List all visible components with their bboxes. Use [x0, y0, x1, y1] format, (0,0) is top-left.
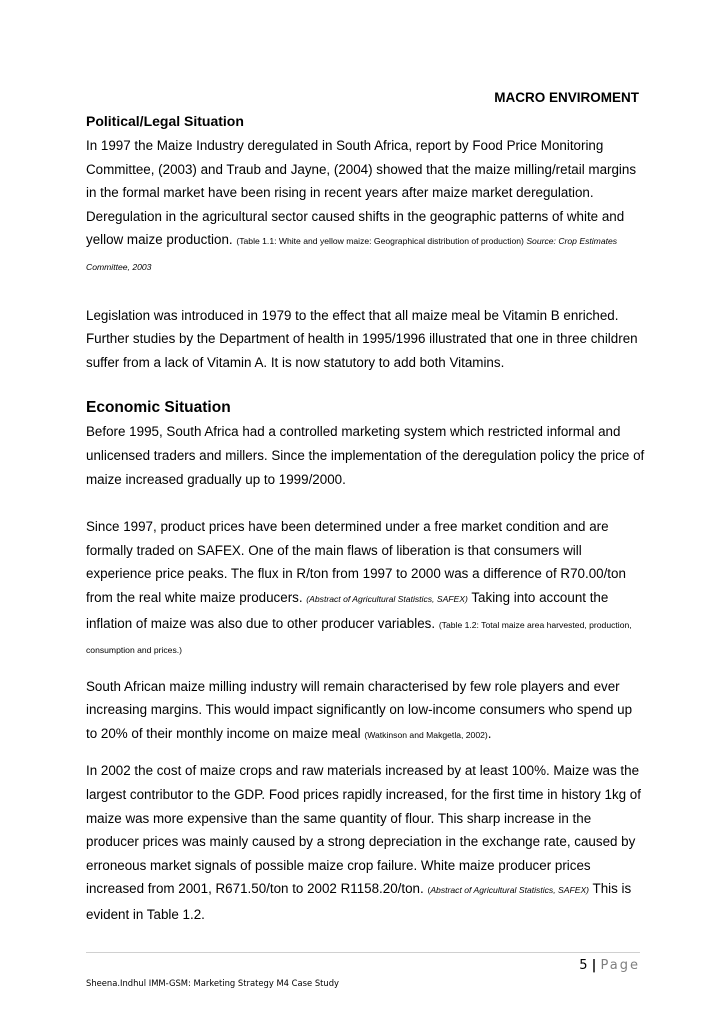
paragraph-text: In 2002 the cost of maize crops and raw materials increased by at least 100%. Maize was the largest contributor to the GDP. Food prices rapidly increased, for the first time in history 1kg of maize was more expensive than the same quantity of flour. This sharp increase in the producer prices was mainly caused by a strong depreciation in the exchange rate, caused by erroneous market signals of possible maize crop failure. White maize producer prices increased from 2001, R671.50/ton to 2002 R1158.20/ton.: [86, 763, 641, 897]
source-citation: Source: Crop Estimates Committee, 2003: [86, 236, 618, 272]
page-label: Page: [600, 958, 640, 973]
paragraph-text: In 1997 the Maize Industry deregulated in South Africa, report by Food Price Monitoring Committee, (2003) and Traub and Jayne, (2004) showed that the maize milling/retail margins in the formal market have been rising in recent years after maize market deregulation. Deregulation in the agricultural sector caused shifts in the geographic patterns of white and yellow maize production.: [86, 138, 637, 248]
citation-open: (: [427, 885, 431, 896]
table-reference: (Table 1.1: White and yellow maize: Geographical distribution of production): [236, 236, 527, 247]
paragraph-text: Taking into account the inflation of maize was also due to other producer variables.: [86, 589, 609, 631]
paragraph-economic-1: Before 1995, South Africa had a controlled marketing system which restricted informal and unlicensed traders and millers. Since the implementation of the deregulation policy the price of maize increased gradually up to 1999/2000.: [86, 424, 645, 487]
paragraph-text: Since 1997, product prices have been determined under a free market condition and are formally traded on SAFEX. One of the main flaws of liberation is that consumers will experience price peaks. The flux in R/ton from 1997 to 2000 was a difference of R70.00/ton from the real white maize producers.: [86, 519, 626, 605]
source-citation: (Abstract of Agricultural Statistics, SAFEX): [306, 593, 468, 604]
document-body: [86, 113, 646, 927]
footer-text: Sheena.Indhul IMM-GSM: Marketing Strategy M4 Case Study: [86, 978, 340, 988]
page-number-value: 5: [579, 958, 588, 973]
table-reference: (Table 1.2: Total maize area harvested, production, consumption and prices.): [86, 619, 632, 656]
heading-political-legal: Political/Legal Situation: [86, 113, 244, 129]
paragraph-political-2: Legislation was introduced in 1979 to the effect that all maize meal be Vitamin B enriched. Further studies by the Department of health in 1995/1996 illustrated that one in three children suffer from a lack of Vitamin A. It is now statutory to add both Vitamins.: [86, 307, 638, 370]
footer-divider: [86, 952, 640, 953]
source-citation: (Watkinson and Makgetla, 2002): [364, 729, 488, 740]
heading-economic: Economic Situation: [86, 399, 231, 417]
paragraph-end: This is evident in Table 1.2.: [86, 881, 632, 923]
page-title: MACRO ENVIROMENT: [494, 90, 639, 105]
page-number-separator: |: [591, 958, 597, 973]
paragraph-end: .: [487, 725, 492, 741]
source-citation: Abstract of Agricultural Statistics, SAFEX): [430, 885, 590, 896]
paragraph-text: South African maize milling industry will remain characterised by few role players and ever increasing margins. This would impact significantly on low-income consumers who spend up to 20% of their monthly income on maize meal: [86, 678, 633, 741]
paragraph-economic-4: [86, 759, 646, 926]
paragraph-economic-2: [86, 515, 646, 663]
paragraph-political-1: [86, 134, 646, 280]
paragraph-economic-3: [86, 675, 646, 748]
page-number: [0, 958, 640, 974]
